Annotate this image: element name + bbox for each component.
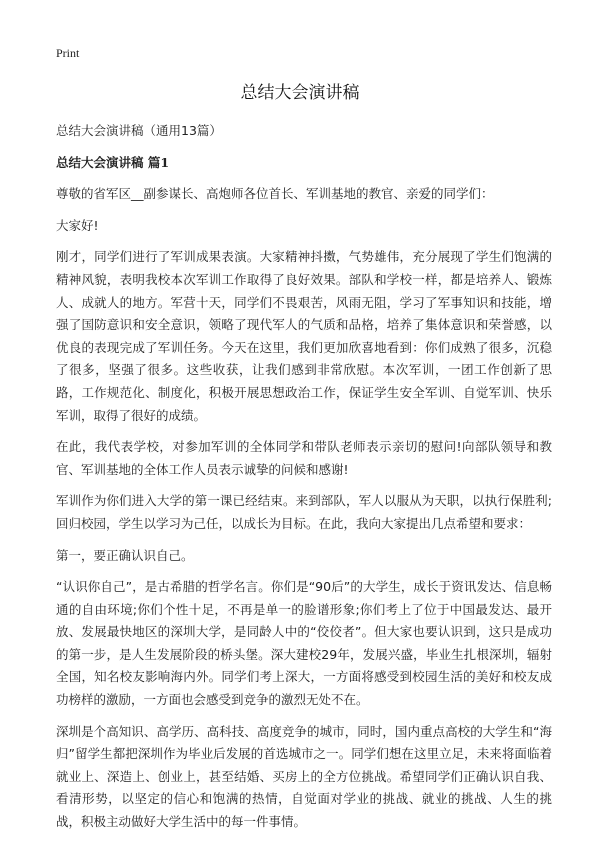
document-title: 总结大会演讲稿 (240, 83, 360, 103)
paragraph: 刚才，同学们进行了军训成果表演。大家精神抖擞，气势雄伟，充分展现了学生们饱满的精神风貌，表明我校本次军训工作取得了良好效果。部队和学校一样，都是培养人、锻炼人、成就人的地方。军营十天，同学们不畏艰苦，风雨无阻，学习了军事知识和技能，增强了国防意识和安全意识，领略了现代军人的气质和品格，培养了集体意识和荣誉感，以优良的表现完成了军训任务。今天在这里，我们更加欣喜地看到：你们成熟了很多，沉稳了很多，坚强了很多。这些收获，让我们感到非常欣慰。本次军训，一团工作创新了思路，工作规范化、制度化，积极开展思想政治工作，保证学生安全军训、自觉军训、快乐军训，取得了很好的成绩。 (56, 249, 552, 423)
paragraph: “认识你自己”，是古希腊的哲学名言。你们是“90后”的大学生，成长于资讯发达、信息畅通的自由环境;你们个性十足，不再是单一的脸谱形象;你们考上了位于中国最发达、最开放、发展最快地区的深圳大学，是同龄人中的“佼佼者”。但大家也要认识到，这只是成功的第一步，是人生发展阶段的桥头堡。深大建校29年，发展兴盛，毕业生扎根深圳，辐射全国，知名校友影响海内外。同学们考上深大，一方面将感受到校园生活的美好和校友成功榜样的激励，一方面也会感受到竞争的激烈无处不在。 (56, 579, 552, 708)
print-link[interactable]: Print (56, 46, 80, 60)
paragraph: 深圳是个高知识、高学历、高科技、高度竞争的城市，同时，国内重点高校的大学生和“海归”留学生都把深圳作为毕业后发展的首选城市之一。同学们想在这里立足，未来将面临着就业上、深造上、创业上，甚至结婚、买房上的全方位挑战。希望同学们正确认识自我、看清形势，以坚定的信心和饱满的热情，自觉面对学业的挑战、就业的挑战、人生的挑战，积极主动做好大学生活中的每一件事情。 (56, 723, 552, 830)
section-heading: 总结大会演讲稿 篇1 (56, 154, 170, 170)
paragraph-greeting: 大家好! (56, 217, 99, 233)
paragraph-salutation: 尊敬的省军区__副参谋长、高炮师各位首长、军训基地的教官、亲爱的同学们： (56, 186, 494, 202)
paragraph: 军训作为你们进入大学的第一课已经结束。来到部队，军人以服从为天职，以执行保胜利;回归校园，学生以学习为己任，以成长为目标。在此，我向大家提出几点希望和要求： (56, 493, 552, 531)
paragraph: 第一，要正确认识自己。 (56, 547, 194, 563)
document-body (56, 120, 552, 843)
document-subtitle: 总结大会演讲稿（通用13篇） (56, 123, 222, 138)
paragraph: 在此，我代表学校，对参加军训的全体同学和带队老师表示亲切的慰问!向部队领导和教官、军训基地的全体工作人员表示诚挚的问候和感谢! (56, 439, 552, 477)
